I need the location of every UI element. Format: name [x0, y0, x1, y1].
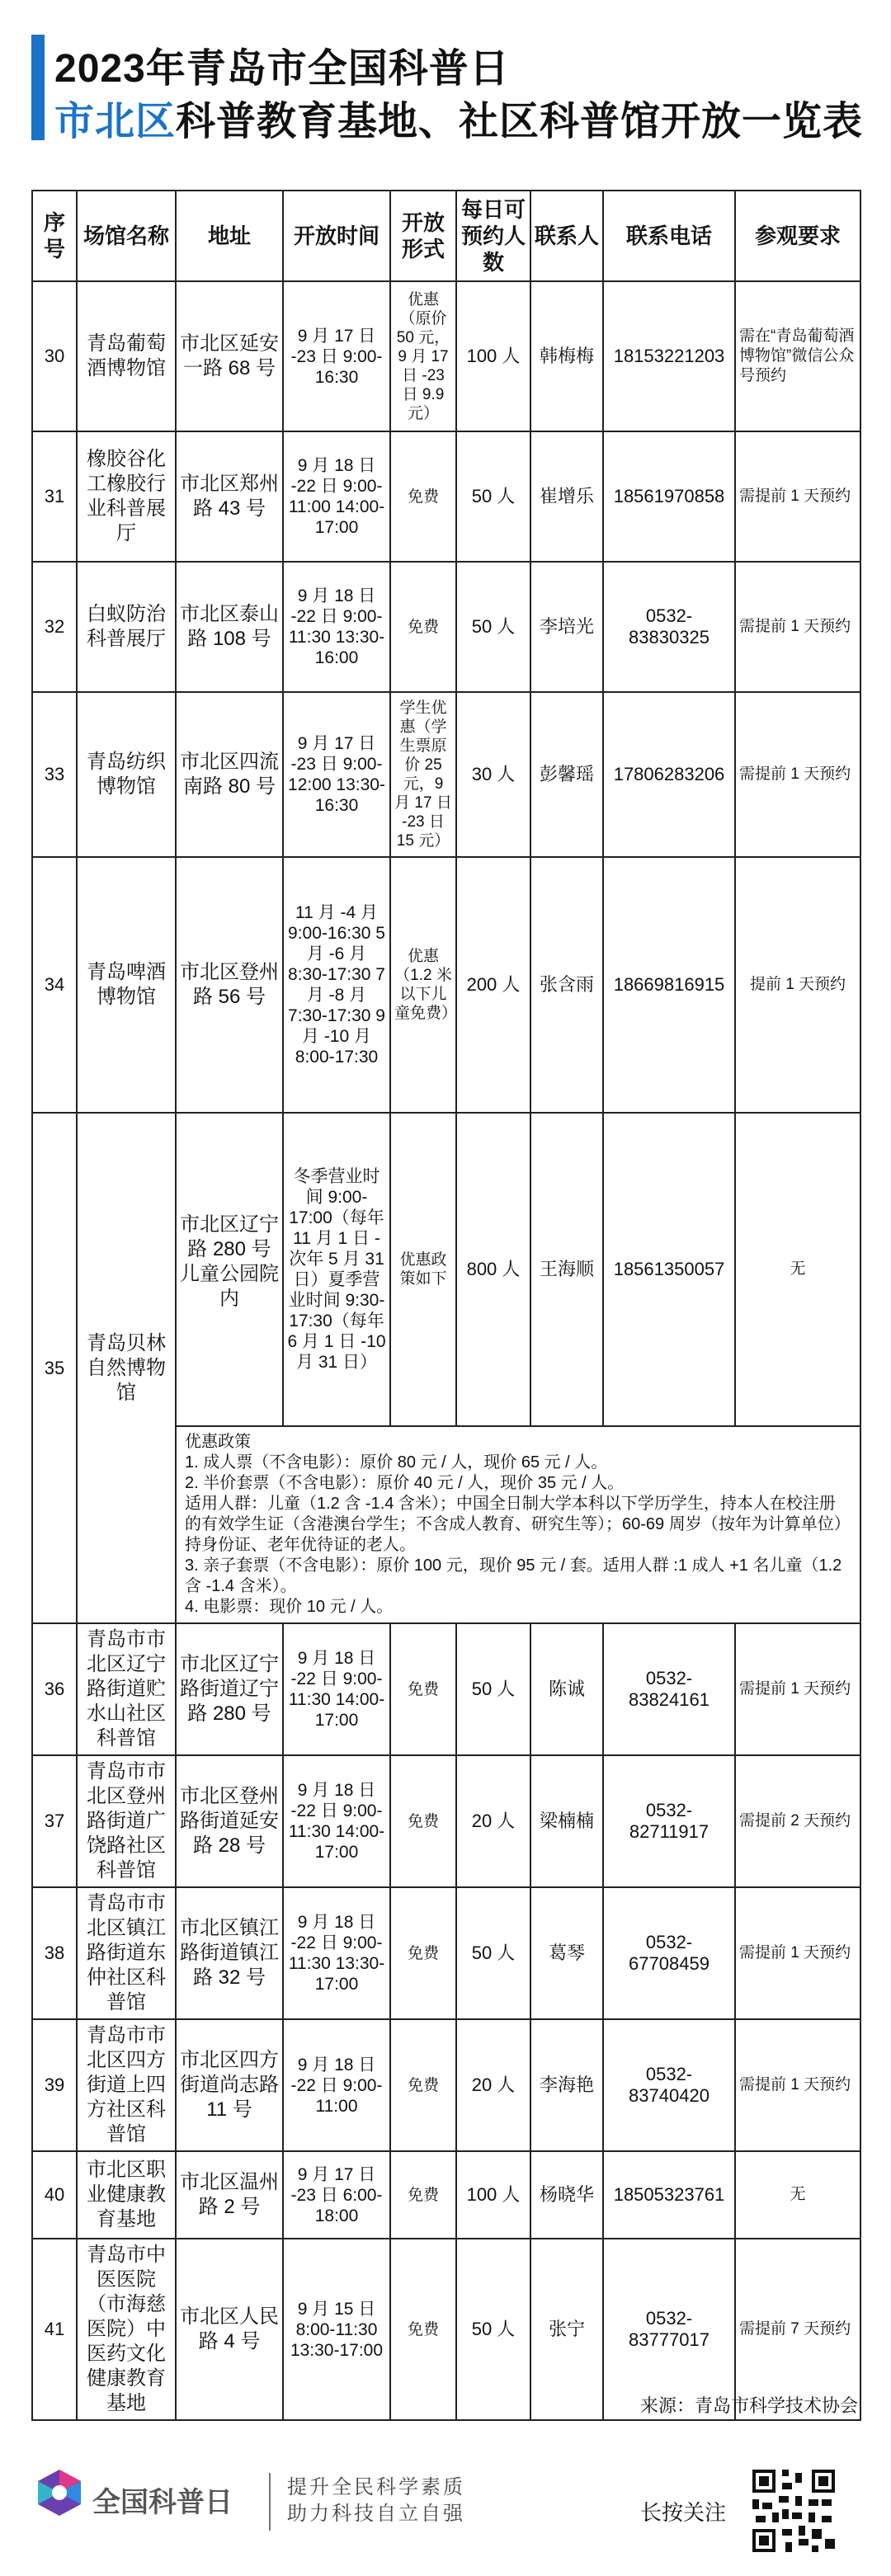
cell-contact: 崔增乐	[530, 431, 603, 562]
footer-divider	[269, 2473, 271, 2531]
cell-contact: 李培光	[530, 562, 603, 692]
cell-mode: 优惠（原价 50 元，9 月 17 日 -23 日 9.9 元）	[390, 281, 456, 431]
cell-no: 41	[32, 2239, 77, 2420]
cell-time: 11 月 -4 月 9:00-16:30 5 月 -6 月 8:30-17:30 7 月 -8 月 7:30-17:30 9 月 -10 月 8:00-17:30	[283, 857, 390, 1113]
policy-line: 1. 成人票（不含电影）：原价 80 元 / 人，现价 65 元 / 人。	[185, 1453, 608, 1472]
cell-mode: 免费	[390, 1623, 456, 1755]
cell-count: 800 人	[456, 1113, 530, 1426]
policy-line: 3. 亲子套票（不含电影）：原价 100 元，现价 95 元 / 套。适用人群 :1 成人 +1 名儿童（1.2 含 -1.4 含米）。	[185, 1556, 842, 1595]
cell-no: 38	[32, 1887, 77, 2019]
cell-phone: 0532-67708459	[603, 1887, 735, 2019]
cell-no: 32	[32, 562, 77, 692]
cell-count: 50 人	[456, 562, 530, 692]
table-row	[32, 1623, 860, 1755]
venue-table-wrap	[31, 190, 860, 2421]
table-row	[32, 1887, 860, 2019]
table-header-row	[32, 191, 860, 281]
cell-name: 青岛市市北区镇江路街道东仲社区科普馆	[77, 1887, 176, 2019]
table-row	[32, 692, 860, 857]
cell-time: 9 月 18 日 -22 日 9:00-11:00	[283, 2019, 390, 2151]
cell-time: 9 月 18 日 -22 日 9:00-11:30 14:00-17:00	[283, 1755, 390, 1887]
cell-count: 20 人	[456, 1755, 530, 1887]
cell-count: 50 人	[456, 2239, 530, 2420]
col-header-contact: 联系人	[530, 191, 603, 281]
table-row	[32, 1755, 860, 1887]
col-header-phone: 联系电话	[603, 191, 735, 281]
cell-name: 白蚁防治科普展厅	[77, 562, 176, 692]
col-header-no: 序号	[32, 191, 77, 281]
cell-requirement: 提前 1 天预约	[735, 857, 860, 1113]
cell-name: 青岛纺织博物馆	[77, 692, 176, 857]
cell-name: 市北区职业健康教育基地	[77, 2151, 176, 2239]
cell-requirement: 需提前 1 天预约	[735, 562, 860, 692]
cell-no: 34	[32, 857, 77, 1113]
cell-requirement: 需提前 1 天预约	[735, 692, 860, 857]
cell-phone: 18561970858	[603, 431, 735, 562]
col-header-count: 每日可预约人数	[456, 191, 530, 281]
cell-no: 35	[32, 1113, 77, 1623]
policy-line: 适用人群：儿童（1.2 含 -1.4 含米）；中国全日制大学本科以下学历学生，持本人在校注册的有效学生证（含港澳台学生；不含成人教育、研究生等）；60-69 周岁（按年为计算单位）持身份证、老年优待证的老人。	[185, 1495, 851, 1554]
cell-time: 9 月 15 日 8:00-11:30 13:30-17:00	[283, 2239, 390, 2420]
slogan	[287, 2475, 465, 2527]
follow-prompt: 长按关注	[640, 2500, 727, 2525]
cell-time: 9 月 17 日 -23 日 6:00-18:00	[283, 2151, 390, 2239]
title-accent-bar	[31, 35, 45, 140]
cell-contact: 陈诚	[530, 1623, 603, 1755]
table-row	[32, 431, 860, 562]
cell-name: 橡胶谷化工橡胶行业科普展厅	[77, 431, 176, 562]
cell-count: 200 人	[456, 857, 530, 1113]
col-header-address: 地址	[176, 191, 283, 281]
cell-address: 市北区人民路 4 号	[176, 2239, 283, 2420]
cell-phone: 17806283206	[603, 692, 735, 857]
cell-phone: 0532-83824161	[603, 1623, 735, 1755]
cell-contact: 李海艳	[530, 2019, 603, 2151]
cell-name: 青岛市市北区登州路街道广饶路社区科普馆	[77, 1755, 176, 1887]
col-header-requirement: 参观要求	[735, 191, 860, 281]
cell-phone: 18669816915	[603, 857, 735, 1113]
cell-phone: 18561350057	[603, 1113, 735, 1426]
cell-count: 50 人	[456, 1887, 530, 2019]
cell-phone: 0532-82711917	[603, 1755, 735, 1887]
cell-requirement: 需提前 7 天预约	[735, 2239, 860, 2420]
table-row	[32, 562, 860, 692]
cell-name: 青岛市市北区四方街道上四方社区科普馆	[77, 2019, 176, 2151]
page-title-line1: 2023年青岛市全国科普日	[54, 47, 510, 91]
cell-requirement: 无	[735, 1113, 860, 1426]
cell-mode: 免费	[390, 2151, 456, 2239]
cell-contact: 张宁	[530, 2239, 603, 2420]
table-row	[32, 1113, 860, 1426]
cell-contact: 葛琴	[530, 1887, 603, 2019]
cell-count: 20 人	[456, 2019, 530, 2151]
title-district-highlight: 市北区	[54, 100, 177, 144]
cell-count: 30 人	[456, 692, 530, 857]
col-header-mode: 开放形式	[390, 191, 456, 281]
cell-count: 100 人	[456, 281, 530, 431]
cell-phone: 0532-83740420	[603, 2019, 735, 2151]
col-header-name: 场馆名称	[77, 191, 176, 281]
table-row	[32, 857, 860, 1113]
cell-requirement: 需在“青岛葡萄酒博物馆”微信公众号预约	[735, 281, 860, 431]
cell-requirement: 需提前 1 天预约	[735, 431, 860, 562]
cell-contact: 彭馨瑶	[530, 692, 603, 857]
cell-address: 市北区辽宁路 280 号儿童公园院内	[176, 1113, 283, 1426]
cell-address: 市北区镇江路街道镇江路 32 号	[176, 1887, 283, 2019]
title-line2-rest: 科普教育基地、社区科普馆开放一览表	[176, 100, 864, 144]
cell-requirement: 需提前 1 天预约	[735, 1887, 860, 2019]
cell-name: 青岛市中医医院（市海慈医院）中医药文化健康教育基地	[77, 2239, 176, 2420]
cell-time: 9 月 18 日 -22 日 9:00-11:30 13:30-17:00	[283, 1887, 390, 2019]
slogan-line: 助力科技自立自强	[287, 2503, 465, 2525]
science-day-logo-icon	[33, 2466, 86, 2519]
col-header-time: 开放时间	[283, 191, 390, 281]
cell-mode: 免费	[390, 431, 456, 562]
cell-requirement: 需提前 1 天预约	[735, 2019, 860, 2151]
table-row	[32, 2151, 860, 2239]
cell-no: 37	[32, 1755, 77, 1887]
cell-requirement: 无	[735, 2151, 860, 2239]
page-header	[0, 0, 891, 181]
cell-count: 50 人	[456, 431, 530, 562]
cell-mode: 优惠（1.2 米以下儿童免费）	[390, 857, 456, 1113]
slogan-line: 提升全民科学素质	[287, 2476, 465, 2498]
cell-address: 市北区四方街道尚志路 11 号	[176, 2019, 283, 2151]
cell-address: 市北区登州路 56 号	[176, 857, 283, 1113]
cell-address: 市北区泰山路 108 号	[176, 562, 283, 692]
cell-mode: 学生优惠（学生票原价 25 元，9 月 17 日 -23 日 15 元）	[390, 692, 456, 857]
cell-requirement: 需提前 1 天预约	[735, 1623, 860, 1755]
cell-name: 青岛啤酒博物馆	[77, 857, 176, 1113]
cell-time: 冬季营业时间 9:00-17:00（每年 11 月 1 日 - 次年 5 月 31 日）夏季营业时间 9:30-17:30（每年 6 月 1 日 -10 月 31 日）	[283, 1113, 390, 1426]
cell-count: 50 人	[456, 1623, 530, 1755]
cell-contact: 张含雨	[530, 857, 603, 1113]
cell-mode: 免费	[390, 562, 456, 692]
cell-name: 青岛贝林自然博物馆	[77, 1113, 176, 1623]
cell-address: 市北区四流南路 80 号	[176, 692, 283, 857]
cell-mode: 免费	[390, 1755, 456, 1887]
page-title-line2	[54, 89, 863, 146]
policy-line: 4. 电影票：现价 10 元 / 人。	[185, 1598, 394, 1616]
cell-contact: 梁楠楠	[530, 1755, 603, 1887]
venue-table	[31, 190, 861, 2421]
policy-line: 2. 半价套票（不含电影）：原价 40 元 / 人，现价 35 元 / 人。	[185, 1474, 625, 1492]
cell-time: 9 月 18 日 -22 日 9:00-11:00 14:00-17:00	[283, 431, 390, 562]
cell-contact: 韩梅梅	[530, 281, 603, 431]
discount-policy-cell	[176, 1426, 860, 1623]
cell-phone: 0532-83830325	[603, 562, 735, 692]
cell-name: 青岛市市北区辽宁路街道贮水山社区科普馆	[77, 1623, 176, 1755]
policy-title: 优惠政策	[185, 1433, 251, 1451]
cell-count: 100 人	[456, 2151, 530, 2239]
cell-address: 市北区登州路街道延安路 28 号	[176, 1755, 283, 1887]
cell-requirement: 需提前 2 天预约	[735, 1755, 860, 1887]
table-row	[32, 281, 860, 431]
qr-code-icon[interactable]	[749, 2466, 838, 2555]
cell-time: 9 月 18 日 -22 日 9:00-11:30 13:30-16:00	[283, 562, 390, 692]
cell-contact: 王海顺	[530, 1113, 603, 1426]
page-footer	[0, 2442, 891, 2576]
cell-address: 市北区郑州路 43 号	[176, 431, 283, 562]
cell-mode: 优惠政策如下	[390, 1113, 456, 1426]
cell-no: 36	[32, 1623, 77, 1755]
cell-phone: 0532-83777017	[603, 2239, 735, 2420]
cell-address: 市北区延安一路 68 号	[176, 281, 283, 431]
cell-mode: 免费	[390, 2019, 456, 2151]
cell-no: 31	[32, 431, 77, 562]
source-note: 来源：青岛市科学技术协会	[639, 2395, 858, 2416]
cell-time: 9 月 17 日 -23 日 9:00-16:30	[283, 281, 390, 431]
cell-time: 9 月 18 日 -22 日 9:00-11:30 14:00-17:00	[283, 1623, 390, 1755]
cell-phone: 18153221203	[603, 281, 735, 431]
cell-name: 青岛葡萄酒博物馆	[77, 281, 176, 431]
cell-no: 39	[32, 2019, 77, 2151]
cell-no: 33	[32, 692, 77, 857]
cell-no: 40	[32, 2151, 77, 2239]
cell-contact: 杨晓华	[530, 2151, 603, 2239]
table-row	[32, 2019, 860, 2151]
cell-phone: 18505323761	[603, 2151, 735, 2239]
cell-no: 30	[32, 281, 77, 431]
cell-address: 市北区辽宁路街道辽宁路 280 号	[176, 1623, 283, 1755]
cell-address: 市北区温州路 2 号	[176, 2151, 283, 2239]
logo-text: 全国科普日	[92, 2487, 233, 2518]
cell-time: 9 月 17 日 -23 日 9:00-12:00 13:30-16:30	[283, 692, 390, 857]
cell-mode: 免费	[390, 2239, 456, 2420]
cell-mode: 免费	[390, 1887, 456, 2019]
